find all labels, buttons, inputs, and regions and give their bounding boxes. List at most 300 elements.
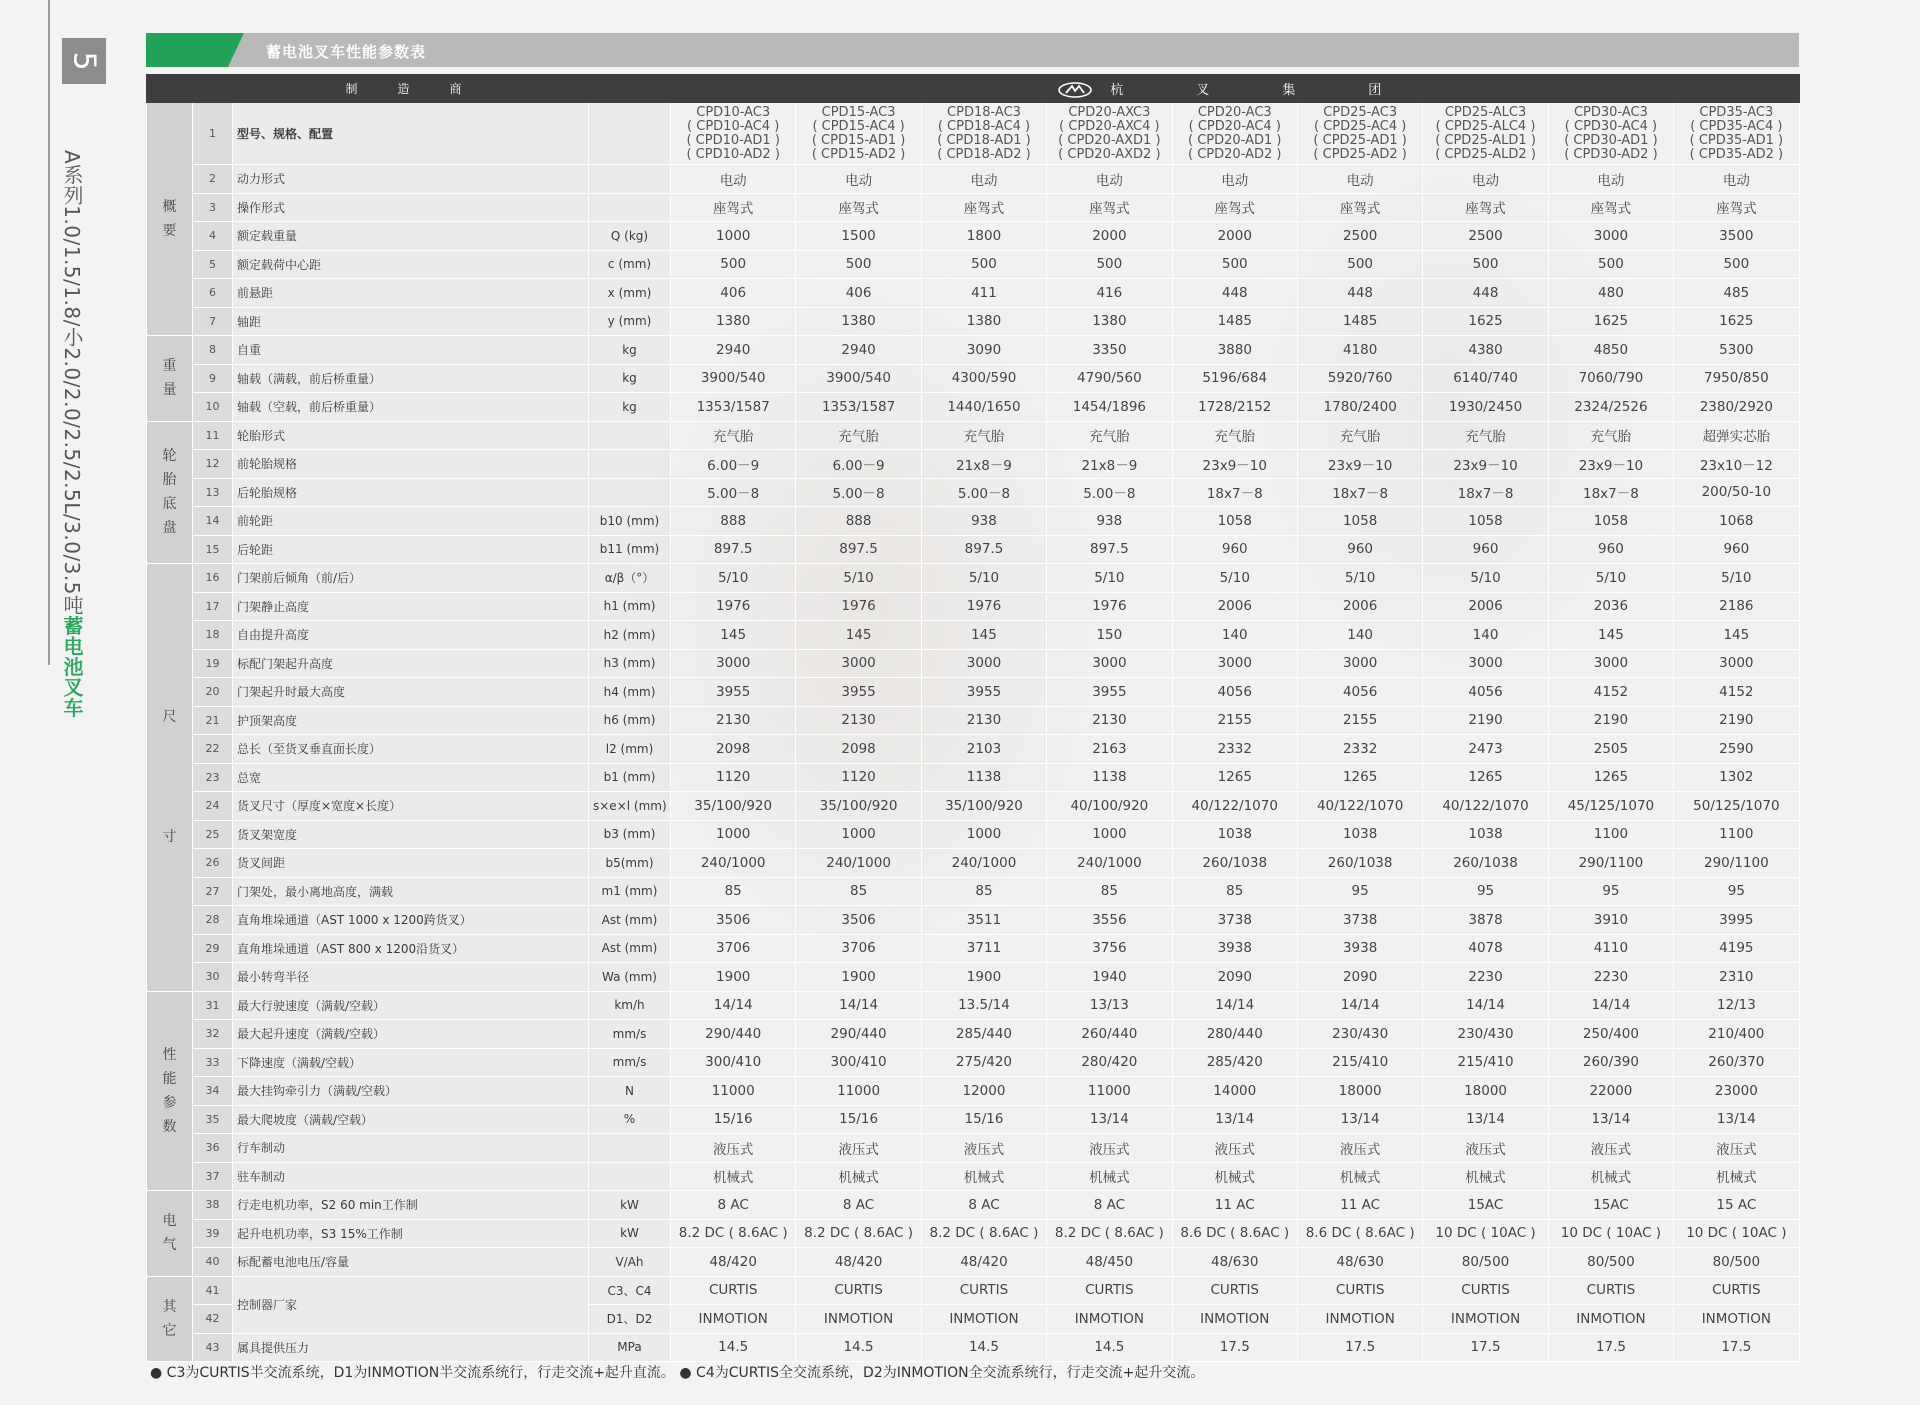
value-cell: 15 AC xyxy=(1674,1191,1799,1220)
spec-table xyxy=(146,74,1800,1362)
value-cell: 充气胎 xyxy=(1047,421,1172,450)
value-cell: 4078 xyxy=(1423,934,1548,963)
value-cell: 15/16 xyxy=(796,1105,921,1134)
row-number: 17 xyxy=(193,592,233,621)
value-cell: 13/14 xyxy=(1674,1105,1799,1134)
value-cell: 11 AC xyxy=(1172,1191,1297,1220)
value-cell: 8.2 DC ( 8.6AC ) xyxy=(921,1219,1046,1248)
value-cell: 3000 xyxy=(1172,649,1297,678)
value-cell: 5196/684 xyxy=(1172,364,1297,393)
value-cell: 2473 xyxy=(1423,735,1548,764)
value-cell: 938 xyxy=(921,507,1046,536)
value-cell: 4152 xyxy=(1674,678,1799,707)
value-cell: 23x9－10 xyxy=(1423,450,1548,479)
model-line: ( CPD30-AD1 ) xyxy=(1564,132,1658,148)
value-cell: 3000 xyxy=(671,649,796,678)
value-cell: INMOTION xyxy=(1172,1305,1297,1334)
model-cell xyxy=(1548,103,1673,165)
value-cell: 1625 xyxy=(1548,307,1673,336)
row-number: 15 xyxy=(193,535,233,564)
value-cell: 35/100/920 xyxy=(921,792,1046,821)
value-cell: 1900 xyxy=(796,963,921,992)
value-cell: 3506 xyxy=(671,906,796,935)
value-cell: 5/10 xyxy=(1423,564,1548,593)
row-unit: s×e×l (mm) xyxy=(589,792,671,821)
value-cell: 13/14 xyxy=(1172,1105,1297,1134)
value-cell: 285/420 xyxy=(1172,1048,1297,1077)
row-item: 额定载荷中心距 xyxy=(233,250,589,279)
value-cell: 1485 xyxy=(1297,307,1422,336)
value-cell: 3955 xyxy=(1047,678,1172,707)
value-cell: 1976 xyxy=(1047,592,1172,621)
value-cell: 液压式 xyxy=(1047,1134,1172,1163)
row-number: 11 xyxy=(193,421,233,450)
value-cell: 1728/2152 xyxy=(1172,393,1297,422)
value-cell: 5/10 xyxy=(671,564,796,593)
row-item: 自由提升高度 xyxy=(233,621,589,650)
table-row xyxy=(147,1048,1800,1077)
row-item: 驻车制动 xyxy=(233,1162,589,1191)
row-number: 1 xyxy=(193,103,233,165)
value-cell: 3910 xyxy=(1548,906,1673,935)
value-cell: 938 xyxy=(1047,507,1172,536)
value-cell: 897.5 xyxy=(671,535,796,564)
model-line: ( CPD20-AD2 ) xyxy=(1188,146,1282,162)
value-cell: 3900/540 xyxy=(671,364,796,393)
value-cell: 290/440 xyxy=(671,1020,796,1049)
model-line: CPD10-AC3 xyxy=(696,104,771,120)
row-number: 29 xyxy=(193,934,233,963)
value-cell: 2130 xyxy=(671,706,796,735)
value-cell: 座驾式 xyxy=(1047,193,1172,222)
value-cell: 1100 xyxy=(1674,820,1799,849)
model-cell xyxy=(921,103,1046,165)
row-unit: N xyxy=(589,1077,671,1106)
value-cell: 14/14 xyxy=(671,991,796,1020)
row-item: 后轮胎规格 xyxy=(233,478,589,507)
value-cell: 12/13 xyxy=(1674,991,1799,1020)
title-stripes-icon xyxy=(200,33,260,67)
table-row xyxy=(147,1134,1800,1163)
row-unit: b1 (mm) xyxy=(589,763,671,792)
value-cell: 1625 xyxy=(1423,307,1548,336)
value-cell: 2130 xyxy=(921,706,1046,735)
row-item: 操作形式 xyxy=(233,193,589,222)
value-cell: 18000 xyxy=(1297,1077,1422,1106)
model-cell xyxy=(1674,103,1799,165)
value-cell: 1976 xyxy=(671,592,796,621)
value-cell: 48/630 xyxy=(1297,1248,1422,1277)
row-number: 16 xyxy=(193,564,233,593)
value-cell: 260/1038 xyxy=(1423,849,1548,878)
value-cell: 500 xyxy=(796,250,921,279)
value-cell: 1440/1650 xyxy=(921,393,1046,422)
value-cell: 3711 xyxy=(921,934,1046,963)
value-cell: 18x7－8 xyxy=(1297,478,1422,507)
value-cell: 2098 xyxy=(671,735,796,764)
row-item: 直角堆垛通道（AST 1000 x 1200跨货叉） xyxy=(233,906,589,935)
value-cell: 406 xyxy=(671,279,796,308)
table-row xyxy=(147,906,1800,935)
value-cell: 5/10 xyxy=(1674,564,1799,593)
row-item: 货叉间距 xyxy=(233,849,589,878)
value-cell: INMOTION xyxy=(1297,1305,1422,1334)
model-cell xyxy=(1172,103,1297,165)
value-cell: 13/14 xyxy=(1297,1105,1422,1134)
value-cell: 11 AC xyxy=(1297,1191,1422,1220)
value-cell: 230/430 xyxy=(1423,1020,1548,1049)
value-cell: 1058 xyxy=(1172,507,1297,536)
value-cell: CURTIS xyxy=(1423,1276,1548,1305)
value-cell: 5/10 xyxy=(1297,564,1422,593)
value-cell: 960 xyxy=(1674,535,1799,564)
value-cell: 3995 xyxy=(1674,906,1799,935)
row-number: 41 xyxy=(193,1276,233,1305)
value-cell: 3900/540 xyxy=(796,364,921,393)
value-cell: 3706 xyxy=(796,934,921,963)
value-cell: 1800 xyxy=(921,222,1046,251)
value-cell: 14.5 xyxy=(671,1333,796,1362)
value-cell: 3938 xyxy=(1297,934,1422,963)
value-cell: 5/10 xyxy=(1172,564,1297,593)
value-cell: 500 xyxy=(1047,250,1172,279)
value-cell: 1000 xyxy=(796,820,921,849)
category-label: 概 要 xyxy=(147,103,193,336)
value-cell: 2500 xyxy=(1423,222,1548,251)
row-unit: x (mm) xyxy=(589,279,671,308)
row-item: 门架起升时最大高度 xyxy=(233,678,589,707)
row-unit xyxy=(589,450,671,479)
value-cell: 3000 xyxy=(796,649,921,678)
model-line: CPD30-AC3 xyxy=(1573,104,1648,120)
value-cell: 897.5 xyxy=(1047,535,1172,564)
value-cell: 260/370 xyxy=(1674,1048,1799,1077)
page-number: 5 xyxy=(62,38,106,84)
value-cell: 3511 xyxy=(921,906,1046,935)
category-label: 性 能 参 数 xyxy=(147,991,193,1191)
category-label: 轮 胎 底 盘 xyxy=(147,421,193,564)
value-cell: 2103 xyxy=(921,735,1046,764)
row-number: 9 xyxy=(193,364,233,393)
value-cell: 17.5 xyxy=(1674,1333,1799,1362)
value-cell: 40/122/1070 xyxy=(1172,792,1297,821)
model-line: ( CPD20-AXD2 ) xyxy=(1058,146,1161,162)
value-cell: 23000 xyxy=(1674,1077,1799,1106)
value-cell: 1265 xyxy=(1172,763,1297,792)
value-cell: 1058 xyxy=(1423,507,1548,536)
row-unit: mm/s xyxy=(589,1020,671,1049)
value-cell: 6.00－9 xyxy=(796,450,921,479)
value-cell: 3000 xyxy=(1423,649,1548,678)
row-unit: h3 (mm) xyxy=(589,649,671,678)
value-cell: 85 xyxy=(921,877,1046,906)
row-number: 23 xyxy=(193,763,233,792)
value-cell: 15/16 xyxy=(921,1105,1046,1134)
value-cell: 1120 xyxy=(671,763,796,792)
value-cell: 3955 xyxy=(796,678,921,707)
value-cell: 960 xyxy=(1297,535,1422,564)
value-cell: 充气胎 xyxy=(1423,421,1548,450)
header-blank xyxy=(193,75,233,103)
value-cell: CURTIS xyxy=(921,1276,1046,1305)
row-unit: kg xyxy=(589,336,671,365)
value-cell: 2230 xyxy=(1548,963,1673,992)
value-cell: 2332 xyxy=(1172,735,1297,764)
row-unit: b11 (mm) xyxy=(589,535,671,564)
row-item: 护顶架高度 xyxy=(233,706,589,735)
value-cell: 48/630 xyxy=(1172,1248,1297,1277)
model-cell xyxy=(671,103,796,165)
value-cell: 85 xyxy=(671,877,796,906)
value-cell: 13/13 xyxy=(1047,991,1172,1020)
row-number: 5 xyxy=(193,250,233,279)
value-cell: 3556 xyxy=(1047,906,1172,935)
value-cell: 液压式 xyxy=(1297,1134,1422,1163)
table-row xyxy=(147,1020,1800,1049)
model-line: CPD20-AC3 xyxy=(1197,104,1272,120)
row-number: 8 xyxy=(193,336,233,365)
table-row xyxy=(147,1248,1800,1277)
row-item: 属具提供压力 xyxy=(233,1333,589,1362)
value-cell: 3000 xyxy=(1297,649,1422,678)
model-line: ( CPD25-ALD2 ) xyxy=(1435,146,1536,162)
value-cell: 2130 xyxy=(796,706,921,735)
value-cell: 6.00－9 xyxy=(671,450,796,479)
value-cell: 3000 xyxy=(1674,649,1799,678)
value-cell: 1058 xyxy=(1548,507,1673,536)
row-unit: h4 (mm) xyxy=(589,678,671,707)
model-line: ( CPD15-AC4 ) xyxy=(812,118,905,134)
model-line: ( CPD35-AC4 ) xyxy=(1690,118,1783,134)
row-number: 13 xyxy=(193,478,233,507)
row-number: 33 xyxy=(193,1048,233,1077)
value-cell: 21x8－9 xyxy=(1047,450,1172,479)
value-cell: 240/1000 xyxy=(1047,849,1172,878)
row-item: 门架静止高度 xyxy=(233,592,589,621)
value-cell: 48/450 xyxy=(1047,1248,1172,1277)
value-cell: 40/122/1070 xyxy=(1423,792,1548,821)
value-cell: 12000 xyxy=(921,1077,1046,1106)
value-cell: 500 xyxy=(1172,250,1297,279)
row-item: 额定载重量 xyxy=(233,222,589,251)
value-cell: 145 xyxy=(671,621,796,650)
value-cell: 2190 xyxy=(1423,706,1548,735)
value-cell: 座驾式 xyxy=(1297,193,1422,222)
row-number: 28 xyxy=(193,906,233,935)
model-line: ( CPD35-AD1 ) xyxy=(1689,132,1784,148)
value-cell: 充气胎 xyxy=(1172,421,1297,450)
value-cell: 2310 xyxy=(1674,963,1799,992)
value-cell: 5.00－8 xyxy=(671,478,796,507)
table-row xyxy=(147,1191,1800,1220)
model-line: ( CPD15-AD1 ) xyxy=(811,132,906,148)
table-row xyxy=(147,250,1800,279)
value-cell: 1038 xyxy=(1172,820,1297,849)
row-unit: mm/s xyxy=(589,1048,671,1077)
row-unit: C3、C4 xyxy=(589,1276,671,1305)
value-cell: 240/1000 xyxy=(796,849,921,878)
value-cell: 3878 xyxy=(1423,906,1548,935)
value-cell: 1380 xyxy=(796,307,921,336)
value-cell: 4380 xyxy=(1423,336,1548,365)
value-cell: 6140/740 xyxy=(1423,364,1548,393)
value-cell: 80/500 xyxy=(1674,1248,1799,1277)
model-line: ( CPD18-AC4 ) xyxy=(937,118,1031,134)
model-line: ( CPD30-AC4 ) xyxy=(1564,118,1658,134)
value-cell: 23x10－12 xyxy=(1674,450,1799,479)
category-label: 重 量 xyxy=(147,336,193,422)
value-cell: 充气胎 xyxy=(796,421,921,450)
value-cell: 1265 xyxy=(1297,763,1422,792)
value-cell: 2090 xyxy=(1297,963,1422,992)
value-cell: 5/10 xyxy=(1047,564,1172,593)
row-number: 37 xyxy=(193,1162,233,1191)
row-number: 3 xyxy=(193,193,233,222)
value-cell: 液压式 xyxy=(1423,1134,1548,1163)
value-cell: 2000 xyxy=(1047,222,1172,251)
value-cell: CURTIS xyxy=(796,1276,921,1305)
value-cell: 电动 xyxy=(1548,165,1673,194)
value-cell: 140 xyxy=(1297,621,1422,650)
row-number: 14 xyxy=(193,507,233,536)
row-unit: kg xyxy=(589,393,671,422)
row-item: 行车制动 xyxy=(233,1134,589,1163)
value-cell: 11000 xyxy=(671,1077,796,1106)
value-cell: 电动 xyxy=(671,165,796,194)
row-number: 26 xyxy=(193,849,233,878)
value-cell: 1940 xyxy=(1047,963,1172,992)
value-cell: 8 AC xyxy=(1047,1191,1172,1220)
value-cell: 1038 xyxy=(1297,820,1422,849)
row-unit: α/β（°） xyxy=(589,564,671,593)
model-cell xyxy=(1297,103,1422,165)
row-unit: h1 (mm) xyxy=(589,592,671,621)
row-number: 21 xyxy=(193,706,233,735)
value-cell: 10 DC ( 10AC ) xyxy=(1548,1219,1673,1248)
value-cell: 4056 xyxy=(1172,678,1297,707)
value-cell: 11000 xyxy=(796,1077,921,1106)
row-unit: b5(mm) xyxy=(589,849,671,878)
value-cell: 8 AC xyxy=(796,1191,921,1220)
row-item: 总宽 xyxy=(233,763,589,792)
value-cell: 95 xyxy=(1297,877,1422,906)
value-cell: 2940 xyxy=(671,336,796,365)
table-row xyxy=(147,564,1800,593)
value-cell: 897.5 xyxy=(796,535,921,564)
row-number: 4 xyxy=(193,222,233,251)
table-row xyxy=(147,103,1800,165)
value-cell: 17.5 xyxy=(1548,1333,1673,1362)
value-cell: 15AC xyxy=(1548,1191,1673,1220)
value-cell: 230/430 xyxy=(1297,1020,1422,1049)
value-cell: 280/420 xyxy=(1047,1048,1172,1077)
value-cell: 500 xyxy=(1674,250,1799,279)
value-cell: 18x7－8 xyxy=(1172,478,1297,507)
value-cell: 电动 xyxy=(1297,165,1422,194)
value-cell: 电动 xyxy=(1423,165,1548,194)
value-cell: INMOTION xyxy=(796,1305,921,1334)
row-number: 19 xyxy=(193,649,233,678)
value-cell: 2186 xyxy=(1674,592,1799,621)
value-cell: 200/50-10 xyxy=(1674,478,1799,507)
value-cell: 275/420 xyxy=(921,1048,1046,1077)
row-unit: b10 (mm) xyxy=(589,507,671,536)
side-title-main: A系列1.0/1.5/1.8/小2.0/2.0/2.5/2.5L/3.0/3.5吨 xyxy=(60,150,84,616)
value-cell: 285/440 xyxy=(921,1020,1046,1049)
value-cell: 260/390 xyxy=(1548,1048,1673,1077)
row-number: 39 xyxy=(193,1219,233,1248)
value-cell: 1265 xyxy=(1423,763,1548,792)
header-maker: 制 造 商 xyxy=(233,75,589,103)
value-cell: 1068 xyxy=(1674,507,1799,536)
model-line: ( CPD20-AC4 ) xyxy=(1188,118,1281,134)
header-blank xyxy=(147,75,193,103)
value-cell: 3955 xyxy=(921,678,1046,707)
header-brand-cell xyxy=(671,75,1800,103)
value-cell: 10 DC ( 10AC ) xyxy=(1674,1219,1799,1248)
row-unit xyxy=(589,1134,671,1163)
value-cell: 3756 xyxy=(1047,934,1172,963)
value-cell: 电动 xyxy=(921,165,1046,194)
value-cell: 2324/2526 xyxy=(1548,393,1673,422)
table-row xyxy=(147,592,1800,621)
value-cell: 13/14 xyxy=(1047,1105,1172,1134)
value-cell: 5/10 xyxy=(921,564,1046,593)
table-row xyxy=(147,706,1800,735)
row-item: 型号、规格、配置 xyxy=(233,103,589,165)
value-cell: 250/400 xyxy=(1548,1020,1673,1049)
value-cell: 500 xyxy=(671,250,796,279)
value-cell: 14.5 xyxy=(1047,1333,1172,1362)
row-unit: kW xyxy=(589,1219,671,1248)
model-line: CPD35-AC3 xyxy=(1699,104,1774,120)
row-item: 最大行驶速度（满载/空载） xyxy=(233,991,589,1020)
value-cell: 8.6 DC ( 8.6AC ) xyxy=(1172,1219,1297,1248)
row-number: 25 xyxy=(193,820,233,849)
value-cell: 4195 xyxy=(1674,934,1799,963)
row-item: 门架前后倾角（前/后） xyxy=(233,564,589,593)
model-line: CPD18-AC3 xyxy=(947,104,1021,120)
row-item: 货叉尺寸（厚度×宽度×长度） xyxy=(233,792,589,821)
category-label: 尺 寸 xyxy=(147,564,193,992)
value-cell: 座驾式 xyxy=(671,193,796,222)
value-cell: 8 AC xyxy=(671,1191,796,1220)
row-unit xyxy=(589,165,671,194)
value-cell: 电动 xyxy=(1674,165,1799,194)
table-row xyxy=(147,1219,1800,1248)
value-cell: 4056 xyxy=(1297,678,1422,707)
value-cell: 3000 xyxy=(1047,649,1172,678)
value-cell: 1265 xyxy=(1548,763,1673,792)
value-cell: 2155 xyxy=(1297,706,1422,735)
row-item: 最小转弯半径 xyxy=(233,963,589,992)
value-cell: 1380 xyxy=(671,307,796,336)
value-cell: 1038 xyxy=(1423,820,1548,849)
row-number: 30 xyxy=(193,963,233,992)
model-cell xyxy=(796,103,921,165)
table-row xyxy=(147,735,1800,764)
row-item: 轴载（空载，前后桥重量） xyxy=(233,393,589,422)
value-cell: 7060/790 xyxy=(1548,364,1673,393)
value-cell: 23x9－10 xyxy=(1172,450,1297,479)
value-cell: 80/500 xyxy=(1423,1248,1548,1277)
value-cell: 充气胎 xyxy=(1548,421,1673,450)
table-row xyxy=(147,763,1800,792)
table-row xyxy=(147,507,1800,536)
value-cell: 85 xyxy=(1172,877,1297,906)
value-cell: 240/1000 xyxy=(671,849,796,878)
row-item: 最大爬坡度（满载/空载） xyxy=(233,1105,589,1134)
